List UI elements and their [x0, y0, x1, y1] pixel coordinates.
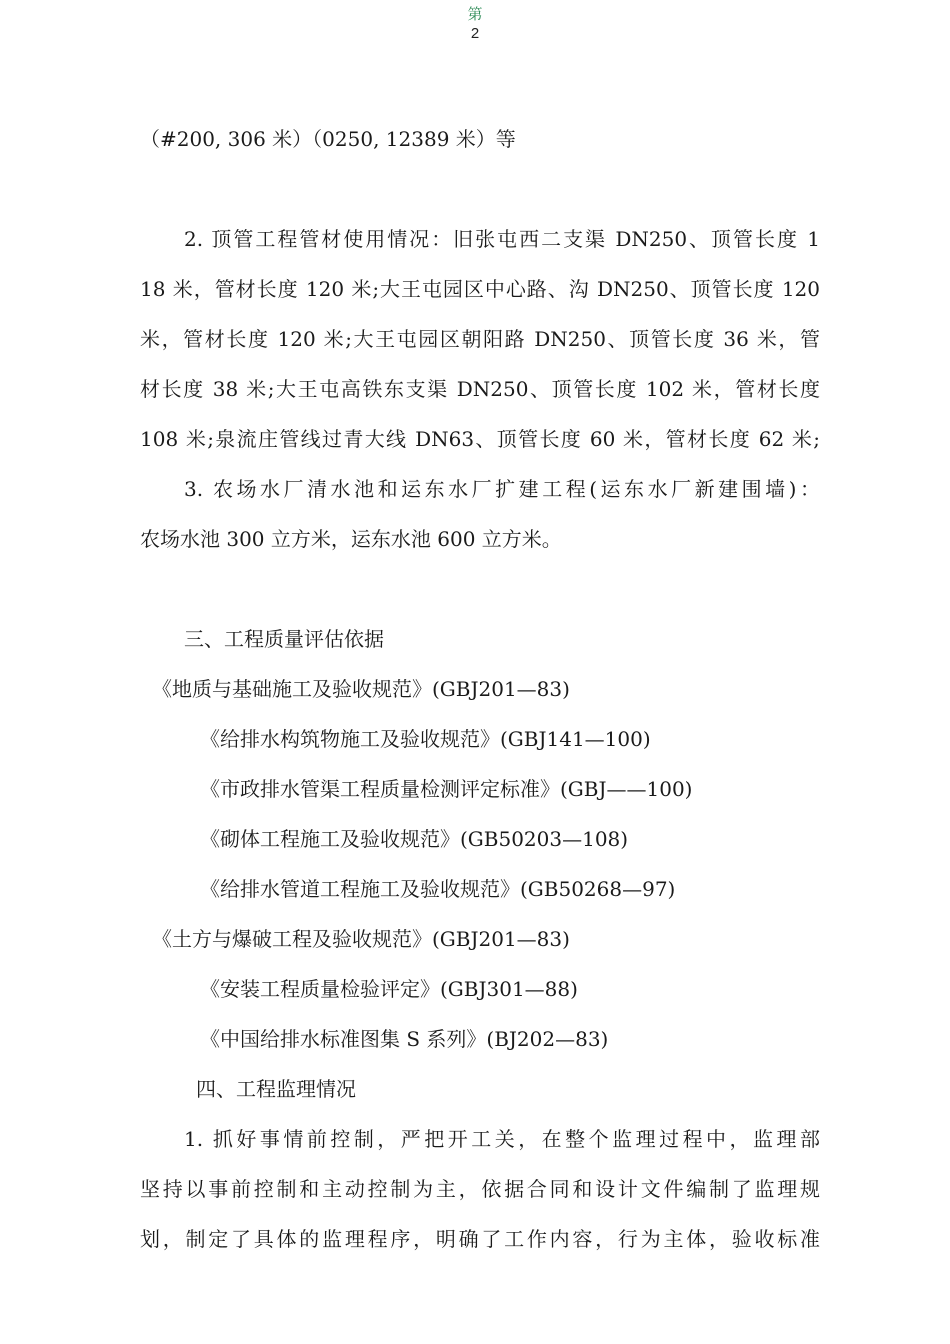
standard-item: 《土方与爆破工程及验收规范》(GBJ201—83): [152, 927, 570, 951]
section-heading: 三、工程质量评估依据: [184, 627, 384, 651]
paragraph-line: 农场水池 300 立方米，运东水池 600 立方米。: [140, 527, 562, 551]
paragraph-line: 材长度 38 米;大王屯高铁东支渠 DN250、顶管长度 102 米，管材长度: [140, 377, 820, 401]
standard-item: 《市政排水管渠工程质量检测评定标准》(GBJ——100): [200, 777, 693, 801]
standard-item: 《给排水构筑物施工及验收规范》(GBJ141—100): [200, 727, 651, 751]
standard-item: 《中国给排水标准图集 S 系列》(BJ202—83): [200, 1027, 609, 1051]
document-body: [140, 114, 820, 1264]
paragraph-line: 2. 顶管工程管材使用情况：旧张屯西二支渠 DN250、顶管长度 1: [184, 227, 820, 251]
page-header: [0, 4, 950, 44]
standard-item: 《给排水管道工程施工及验收规范》(GB50268—97): [200, 877, 676, 901]
text-line: （#200, 306 米）（0250, 12389 米）等: [140, 127, 516, 151]
paragraph-line: 108 米;泉流庄管线过青大线 DN63、顶管长度 60 米，管材长度 62 米;: [140, 427, 820, 451]
page-number: 2: [470, 25, 480, 42]
standard-item: 《砌体工程施工及验收规范》(GB50203—108): [200, 827, 629, 851]
standard-item: 《安装工程质量检验评定》(GBJ301—88): [200, 977, 578, 1001]
paragraph-line: 18 米，管材长度 120 米;大王屯园区中心路、沟 DN250、顶管长度 120: [140, 277, 820, 301]
paragraph-line: 米，管材长度 120 米;大王屯园区朝阳路 DN250、顶管长度 36 米，管: [140, 327, 820, 351]
paragraph-line: 3. 农场水厂清水池和运东水厂扩建工程(运东水厂新建围墙)：: [184, 477, 820, 501]
page-label: 第: [467, 5, 483, 23]
standard-item: 《地质与基础施工及验收规范》(GBJ201—83): [152, 677, 570, 701]
paragraph-line: 1. 抓好事情前控制，严把开工关，在整个监理过程中，监理部: [184, 1127, 820, 1151]
section-heading: 四、工程监理情况: [196, 1077, 356, 1101]
paragraph-line: 坚持以事前控制和主动控制为主，依据合同和设计文件编制了监理规: [140, 1177, 820, 1201]
paragraph-line: 划，制定了具体的监理程序，明确了工作内容，行为主体，验收标准: [140, 1227, 820, 1251]
